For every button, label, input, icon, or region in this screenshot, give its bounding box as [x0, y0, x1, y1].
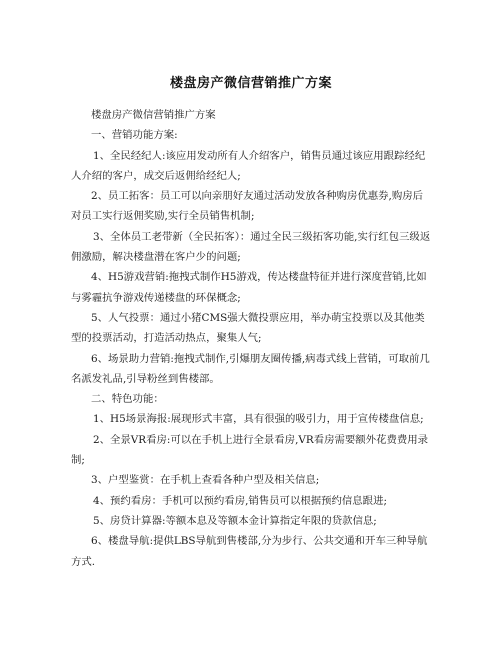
paragraph-item: 2、员工拓客：员工可以向亲朋好友通过活动发放各种购房优惠券,购房后对员工实行返佣奖励,实行全员销售机制; [71, 190, 424, 223]
paragraph-subtitle: 楼盘房产微信营销推广方案 [91, 109, 216, 121]
paragraph-item: 2、全景VR看房:可以在手机上进行全景看房,VR看房需要额外花费费用录制; [71, 433, 429, 467]
paragraph-item: 1、H5场景海报:展现形式丰富，具有很强的吸引力，用于宣传楼盘信息; [93, 413, 424, 426]
paragraph-item: 1、全民经纪人:该应用发动所有人介绍客户，销售员通过该应用跟踪经纪人介绍的客户，成交后返佣给经纪人; [71, 149, 426, 182]
paragraph-item: 6、场景助力营销:拖拽式制作,引爆朋友圈传播,病毒式线上营销，可取前几名派发礼品,引导粉丝到售楼部。 [71, 352, 430, 385]
paragraph-item: 3、全体员工老带新（全民拓客）：通过全民三级拓客功能,实行红包三级返佣激励，解决楼盘潜在客户少的问题; [71, 230, 431, 264]
document-body [71, 105, 433, 572]
section-heading-marketing: 一、营销功能方案: [91, 129, 178, 142]
document-title: 楼盘房产微信营销推广方案 [169, 76, 332, 91]
paragraph-item: 3、户型鉴赏：在手机上查看各种户型及相关信息; [91, 474, 320, 487]
paragraph-item: 4、预约看房：手机可以预约看房,销售员可以根据预约信息跟进; [93, 494, 387, 507]
paragraph-item: 6、楼盘导航:提供LBS导航到售楼部,分为步行、公共交通和开车三种导航方式. [71, 535, 428, 568]
paragraph-item: 5、人气投票：通过小猪CMS强大微投票应用，举办萌宝投票以及其他类型的投票活动，打造活动热点，聚集人气; [71, 311, 425, 345]
paragraph-item: 4、H5游戏营销:拖拽式制作H5游戏，传达楼盘特征并进行深度营销,比如与雾霾抗争游戏传递楼盘的环保概念; [71, 271, 427, 304]
section-heading-features: 二、特色功能： [91, 393, 164, 406]
paragraph-item: 5、房贷计算器:等额本息及等额本金计算指定年限的贷款信息; [93, 514, 377, 527]
